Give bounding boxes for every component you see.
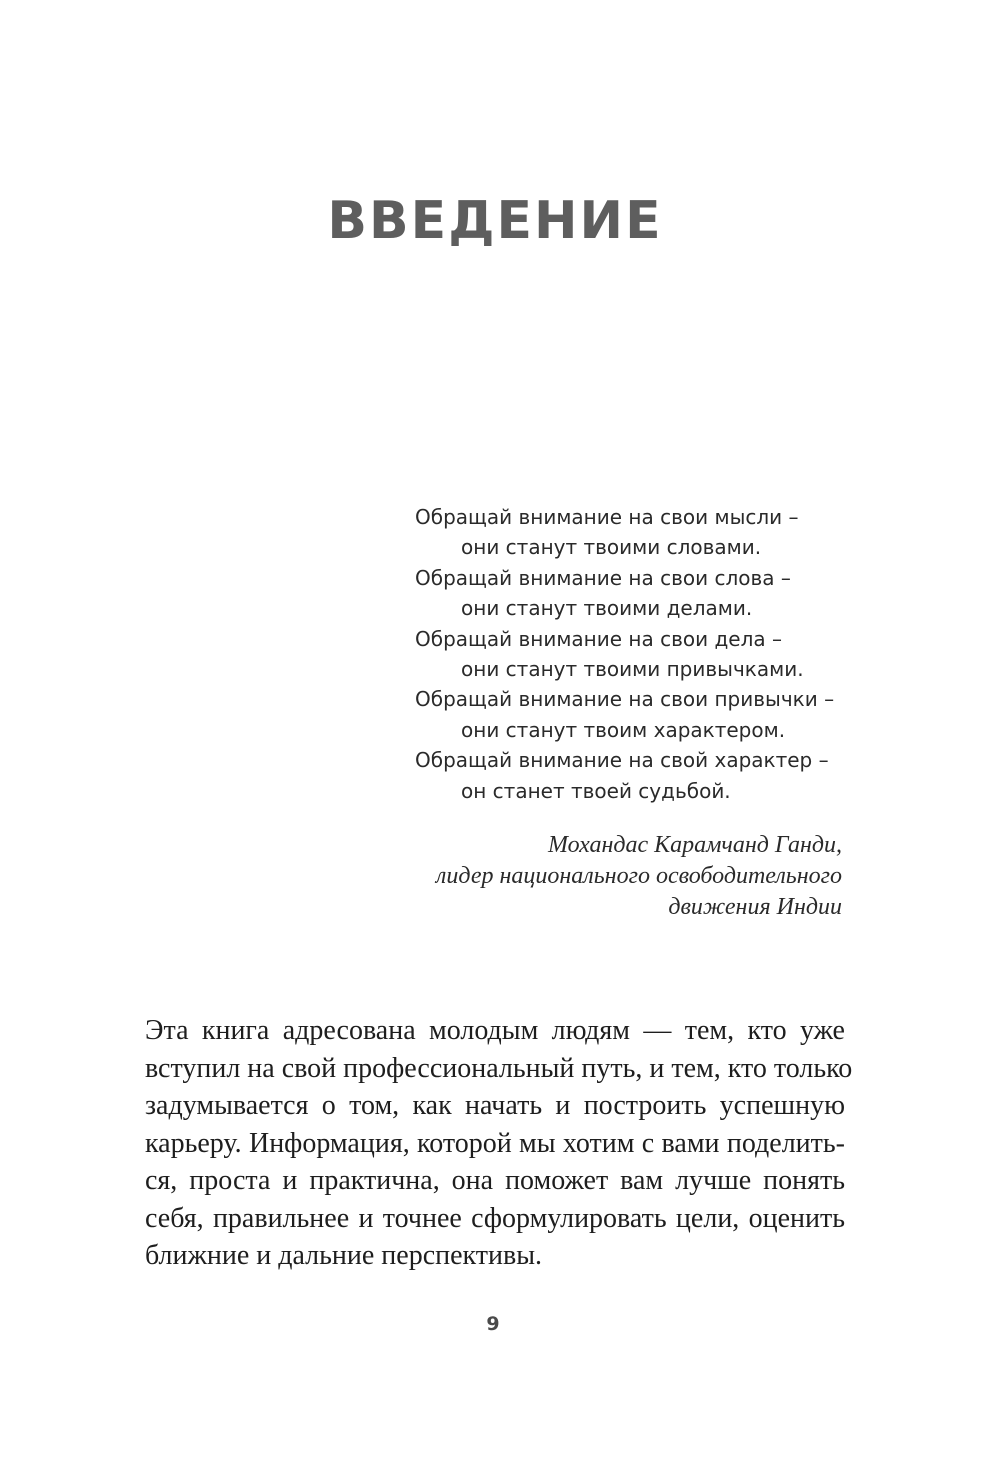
- attribution-line: лидер национального освободительного: [435, 863, 842, 889]
- chapter-title: ВВЕДЕНИЕ: [327, 191, 663, 251]
- epigraph-line: они станут твоими словами.: [461, 535, 762, 560]
- epigraph-line: они станут твоими привычками.: [461, 657, 804, 682]
- body-line: Эта книга адресована молодым людям — тем, кто уже: [145, 1015, 845, 1046]
- body-line: себя, правильнее и точнее сформулировать цели, оценить: [145, 1202, 845, 1234]
- epigraph-line: Обращай внимание на свой характер –: [415, 748, 829, 773]
- epigraph-line: он станет твоей судьбой.: [461, 778, 731, 803]
- epigraph-line: Обращай внимание на свои дела –: [415, 626, 783, 651]
- epigraph-line: Обращай внимание на свои мысли –: [415, 505, 799, 529]
- epigraph-line: Обращай внимание на свои слова –: [415, 565, 791, 590]
- body-line: ся, проста и практична, она поможет вам лучше понять: [145, 1165, 845, 1196]
- epigraph-line: они станут твоими делами.: [461, 596, 753, 621]
- epigraph-line: Обращай внимание на свои привычки –: [415, 687, 835, 712]
- page-number: 9: [486, 1313, 500, 1335]
- attribution-line: движения Индии: [668, 894, 842, 920]
- body-line: задумывается о том, как начать и построить успешную: [145, 1090, 845, 1121]
- epigraph-line: они станут твоим характером.: [461, 717, 786, 742]
- epigraph: [415, 502, 855, 806]
- epigraph-attribution: [380, 830, 842, 923]
- body-line: ближние и дальние перспективы.: [145, 1240, 543, 1271]
- attribution-line: Мохандас Карамчанд Ганди,: [547, 832, 842, 858]
- body-line: карьеру. Информация, которой мы хотим с вами поделить-: [145, 1127, 845, 1159]
- body-paragraph: [145, 1012, 853, 1275]
- body-line: вступил на свой профессиональный путь, и тем, кто только: [145, 1052, 853, 1084]
